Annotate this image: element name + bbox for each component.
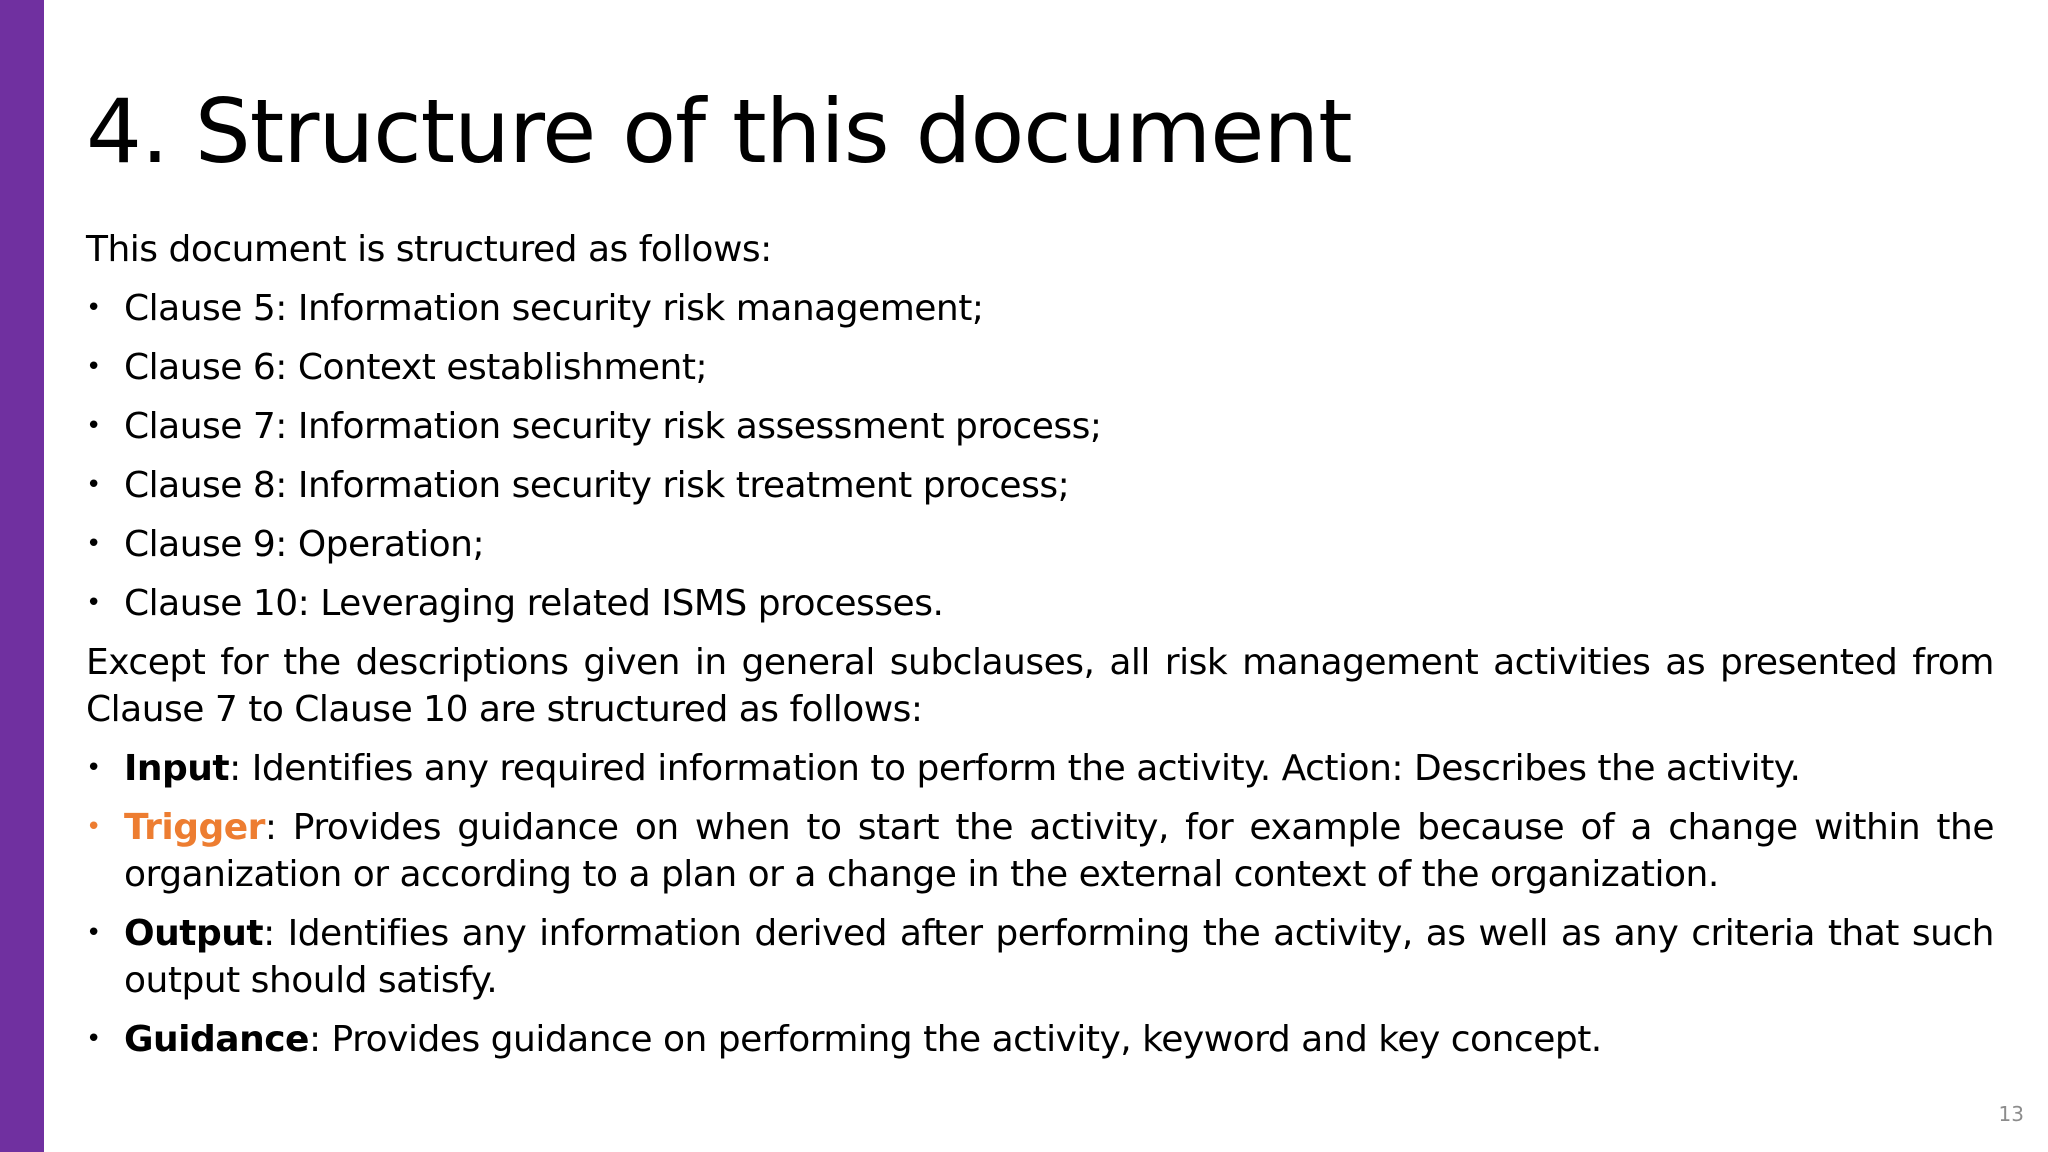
definition-output	[86, 910, 1994, 1004]
clause-item: • Clause 10: Leveraging related ISMS processes.	[86, 580, 1994, 627]
definition-trigger	[86, 804, 1994, 898]
term-guidance: Guidance	[124, 1019, 309, 1060]
definition-trigger-text: : Provides guidance on when to start the activity, for example because of a change within the organization or according to a plan or a change in the external context of the organization.	[124, 807, 1994, 895]
intro-text: This document is structured as follows:	[86, 229, 772, 270]
term-trigger: Trigger	[124, 807, 265, 848]
definition-input	[86, 745, 1994, 792]
term-output: Output	[124, 913, 264, 954]
clause-item: • Clause 8: Information security risk treatment process;	[86, 462, 1994, 509]
definition-input-text: : Identifies any required information to perform the activity. Action: Describes the activity.	[229, 748, 1801, 789]
definition-output-text: : Identifies any information derived after performing the activity, as well as any criteria that such output should satisfy.	[124, 913, 1994, 1001]
slide-content	[86, 226, 1994, 1075]
clause-list	[86, 285, 1994, 627]
clause-item: • Clause 6: Context establishment;	[86, 344, 1994, 391]
term-input: Input	[124, 748, 230, 789]
page-number: 13	[1998, 1102, 2024, 1126]
structure-paragraph: Except for the descriptions given in general subclauses, all risk management activities as presented from Clause 7 to Clause 10 are structured as follows:	[86, 642, 1994, 730]
accent-bar	[0, 0, 44, 1152]
definition-guidance	[86, 1016, 1994, 1063]
definition-list	[86, 745, 1994, 1063]
clause-item: • Clause 9: Operation;	[86, 521, 1994, 568]
clause-item: • Clause 7: Information security risk assessment process;	[86, 403, 1994, 450]
clause-item: • Clause 5: Information security risk management;	[86, 285, 1994, 332]
slide-title: 4. Structure of this document	[86, 80, 1352, 183]
definition-guidance-text: : Provides guidance on performing the activity, keyword and key concept.	[308, 1019, 1602, 1060]
